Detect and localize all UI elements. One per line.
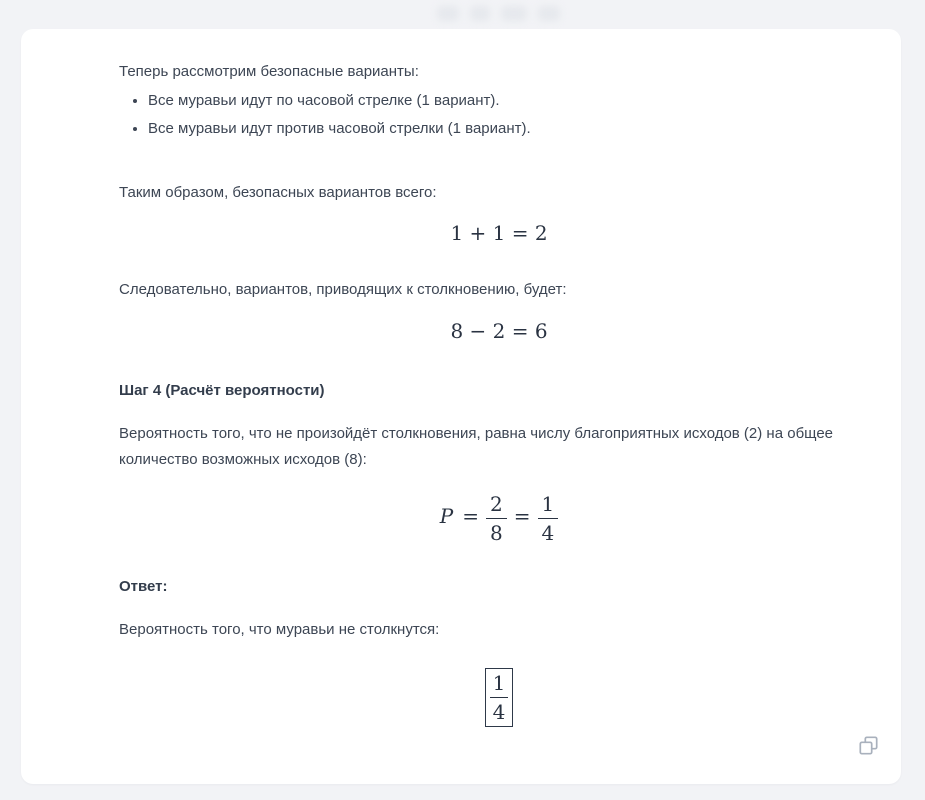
blurred-toolbar-icon xyxy=(538,6,560,21)
copy-icon xyxy=(858,736,879,757)
heading-answer: Ответ: xyxy=(119,577,168,595)
list-item: Все муравьи идут против часовой стрелки (1 вариант). xyxy=(133,116,893,142)
list-item: Все муравьи идут по часовой стрелке (1 вариант). xyxy=(133,88,893,114)
safe-options-list xyxy=(119,88,893,142)
math-variable-p: P xyxy=(439,504,454,528)
formula-safe-count: 1 + 1 = 2 xyxy=(450,221,548,245)
fraction-1-4: $\frac{1}{4}$ xyxy=(490,672,509,723)
equals-sign: = xyxy=(513,504,531,528)
answer-formula xyxy=(119,668,879,724)
blurred-toolbar xyxy=(437,6,560,21)
heading-step4: Шаг 4 (Расчёт вероятности) xyxy=(119,381,325,399)
fraction-2-8: $\frac{2}{8}$ xyxy=(486,493,507,544)
equals-sign: = xyxy=(462,504,479,528)
blurred-toolbar-icon xyxy=(501,6,527,21)
fraction-1-4: $\frac{1}{4}$ xyxy=(538,493,559,544)
paragraph-safe-intro: Теперь рассмотрим безопасные варианты: xyxy=(119,63,419,80)
copy-button[interactable] xyxy=(857,736,879,758)
paragraph-total-safe: Таким образом, безопасных вариантов всего: xyxy=(119,184,437,201)
formula-collision-count: 8 − 2 = 6 xyxy=(450,319,548,343)
paragraph-probability: Вероятность того, что не произойдёт столкновения, равна числу благоприятных исходов (2) на общее количество возможных исходов (8): xyxy=(119,425,834,468)
paragraph-answer: Вероятность того, что муравьи не столкнутся: xyxy=(119,621,440,638)
blurred-toolbar-icon xyxy=(437,6,459,21)
answer-fraction-box xyxy=(485,668,514,727)
blurred-toolbar-icon xyxy=(470,6,490,21)
paragraph-collision: Следовательно, вариантов, приводящих к столкновению, будет: xyxy=(119,281,567,298)
answer-card xyxy=(21,29,901,784)
formula-probability xyxy=(119,489,879,543)
